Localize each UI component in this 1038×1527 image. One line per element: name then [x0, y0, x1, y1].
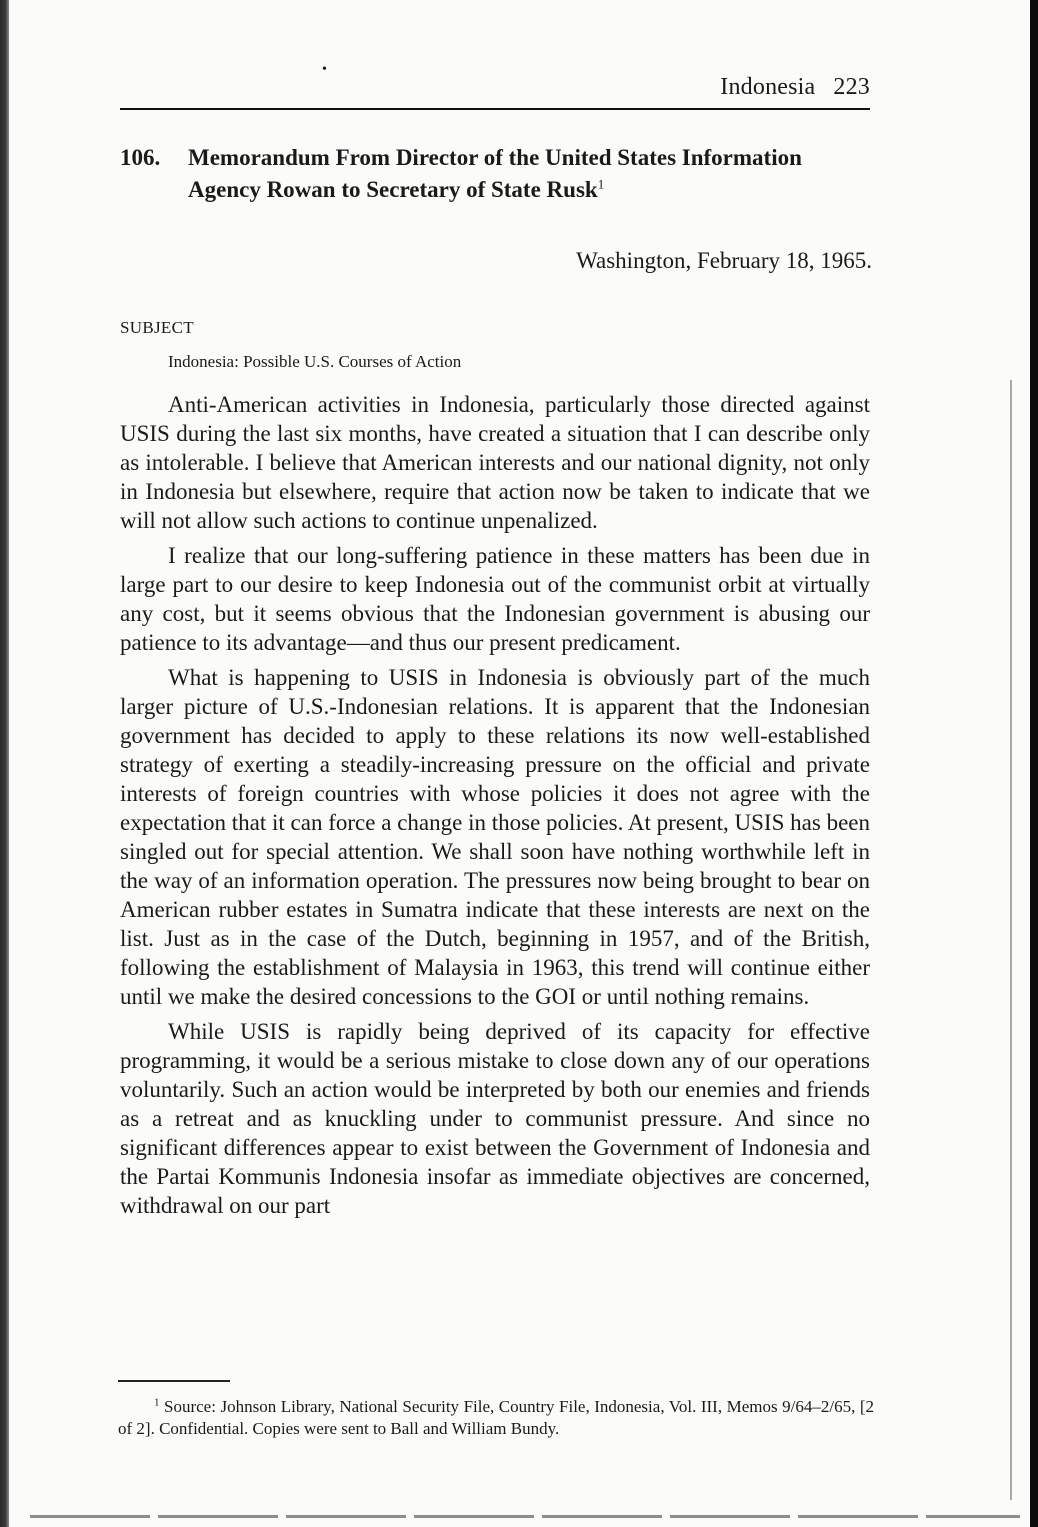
- document-number: 106.: [120, 145, 161, 170]
- body-paragraph: While USIS is rapidly being deprived of its capacity for effective programming, it would be a serious mistake to close down any of our operations voluntarily. Such an action would be interpreted by both our enemies and friends as a retreat and as knuckling under to communist pressure. And since no significant differences appear to exist between the Government of Indonesia and the Partai Kommunis Indonesia insofar as immediate objectives are concerned, withdrawal on our part: [120, 1019, 870, 1218]
- footnote-reference: 1: [597, 176, 605, 192]
- footnote-divider: [118, 1380, 230, 1382]
- document-title-wrap: [188, 142, 870, 206]
- document-heading: [120, 142, 870, 206]
- footnote-text: Source: Johnson Library, National Security File, Country File, Indonesia, Vol. III, Memos 9/64–2/65, [2 of 2]. Confidential. Copies were sent to Ball and William Bundy.: [118, 1397, 874, 1438]
- subject-text: Indonesia: Possible U.S. Courses of Action: [168, 352, 462, 371]
- body-paragraph: Anti-American activities in Indonesia, particularly those directed against USIS during the last six months, have created a situation that I can describe only as intolerable. I believe that American interests and our national dignity, not only in Indonesia but elsewhere, require that action now be taken to indicate that we will not allow such actions to continue unpenalized.: [120, 392, 870, 533]
- scan-margin-line: [1010, 380, 1012, 1500]
- subject-label: SUBJECT: [120, 318, 194, 337]
- dateline: Washington, February 18, 1965.: [576, 248, 872, 273]
- running-head-section: Indonesia: [720, 74, 816, 100]
- page-number: 223: [833, 74, 870, 100]
- footnote-marker: 1: [154, 1396, 160, 1409]
- scan-binding-edge: [0, 0, 9, 1527]
- scan-speck: •: [322, 62, 327, 77]
- scan-right-edge: [1030, 0, 1038, 1527]
- body-paragraph: What is happening to USIS in Indonesia is obviously part of the much larger picture of U.S.-Indonesian relations. It is apparent that the Indonesian government has decided to apply to these relations its now well-established strategy of exerting a steadily-increasing pressure on the official and private interests of foreign countries with whose policies it does not agree with the expectation that it can force a change in those policies. At present, USIS has been singled out for special attention. We shall soon have nothing worthwhile left in the way of an information operation. The pressures now being brought to bear on American rubber estates in Sumatra indicate that these interests are next on the list. Just as in the case of the Dutch, beginning in 1957, and of the British, following the establishment of Malaysia in 1963, this trend will continue either until we make the desired concessions to the GOI or until nothing remains.: [120, 665, 870, 1009]
- running-head: [120, 74, 870, 110]
- scan-bottom-edge: [30, 1515, 1020, 1518]
- document-title: Memorandum From Director of the United States Information Agency Rowan to Secretary of State Rusk: [188, 145, 802, 202]
- memo-body: [120, 390, 870, 1226]
- footnote: [118, 1396, 874, 1440]
- body-paragraph: I realize that our long-suffering patience in these matters has been due in large part to our desire to keep Indonesia out of the communist orbit at virtually any cost, but it seems obvious that the Indonesian government is abusing our patience to its advantage—and thus our present predicament.: [120, 543, 870, 655]
